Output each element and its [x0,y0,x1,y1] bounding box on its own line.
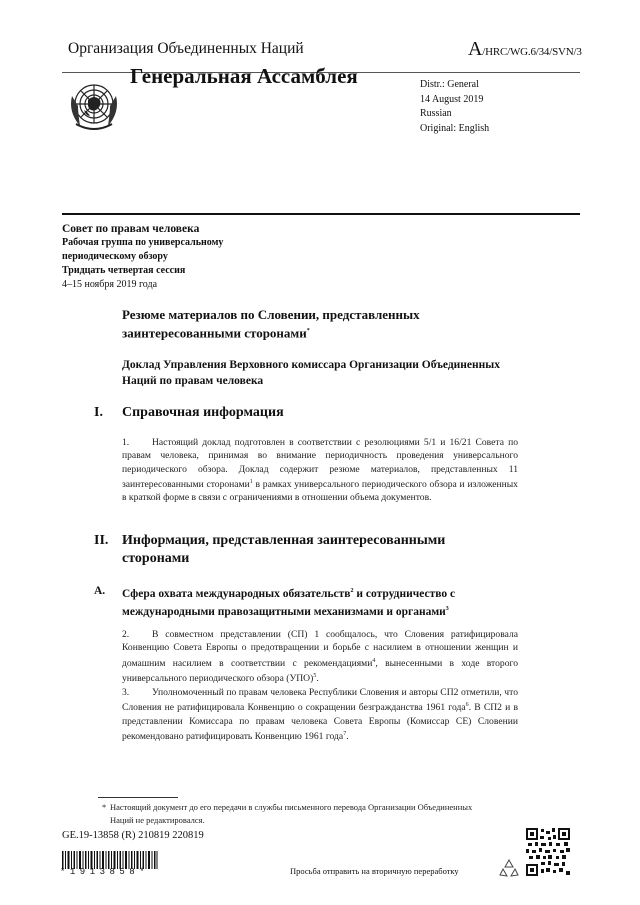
document-title [122,306,502,341]
section-heading-2 [94,532,514,572]
distribution-type: Distr.: General [420,79,479,90]
footnote-separator [98,797,178,798]
council-block [62,222,223,292]
footnote-text: Настоящий документ до его передачи в службы письменного перевода Организации Объединенных Наций не редактировался. [110,802,473,825]
paragraph-text: В совместном представлении (СП) 1 сообщалось, что Словения ратифицировала Конвенцию Совета Европы о предотвращении и борьбе с насилием в отношении женщин и домашним насилием в соответствии с рекомендациями [122,629,518,669]
paragraph-number: 3. [122,687,130,698]
footnote-ref[interactable]: 5 [313,673,317,680]
footnote-ref[interactable]: 6 [465,702,469,709]
session-dates: 4–15 ноября 2019 года [62,279,158,290]
job-number: GE.19-13858 (R) 210819 220819 [62,830,204,841]
document-language: Russian [420,108,452,119]
body-title: Генеральная Ассамблея [130,64,358,88]
section-rule [62,213,580,215]
paragraph-text: , вынесенными в ходе второго универсального периодического обзора (УПО) [122,657,519,685]
footnote-ref[interactable]: 4 [372,657,376,664]
title-text: Резюме материалов по Словении, представленных заинтересованными сторонами [122,307,420,341]
paragraph-text: . В СП2 и в представлении Комиссара по правам человека Совета Европы (Комиссар СЕ) Словении рекомендовано ратифицировать Конвенцию 1961 года [122,702,518,743]
symbol-rest: /HRC/WG.6/34/SVN/3 [482,46,582,58]
council-name: Совет по правам человека [62,223,200,235]
paragraph-number: 2. [122,629,130,640]
paragraph-3 [122,686,518,744]
subsection-title [122,584,522,620]
section-number: II. [94,533,109,548]
recycle-notice: Просьба отправить на вторичную переработку [290,866,459,876]
qr-code-icon [526,828,570,876]
section-heading-1 [94,404,514,424]
footnote-ref[interactable]: 1 [249,478,253,485]
distribution-block [420,78,489,136]
title-footnote-mark[interactable]: * [306,328,310,334]
paragraph-number: 1. [122,437,130,448]
document-date: 14 August 2019 [420,93,484,105]
paragraph-text: Настоящий доклад подготовлен в соответствии с резолюциями 5/1 и 16/21 Совета по правам человека, принимая во внимание периодичность проведения универсального периодического обзора. Доклад содержит резюме материалов, представленных 11 заинтересованными сторонами [122,437,518,491]
footnote-ref[interactable]: 3 [445,605,449,612]
paragraph-text: . [316,673,319,685]
paragraph-1 [122,436,518,505]
footnote-mark: * [102,802,107,812]
subsection-title-part: Сфера охвата международных обязательств [122,587,351,600]
document-symbol [468,38,582,61]
session: Тридцать четвертая сессия [62,265,186,276]
symbol-prefix: A [468,38,483,60]
footnote-ref[interactable]: 7 [343,731,347,738]
subsection-letter: A. [94,585,106,597]
subsection-title-part: и сотрудничество с международными правозащитными механизмами и органами [122,587,456,618]
footnote [102,801,490,826]
un-emblem-icon [62,74,126,138]
section-title: Информация, представленная заинтересованными сторонами [122,533,446,566]
working-group-line2: периодическому обзору [62,251,168,262]
barcode-number: *1913858* [60,867,150,877]
footnote-ref[interactable]: 2 [350,588,354,594]
original-language: Original: English [420,122,490,134]
document-subtitle: Доклад Управления Верховного комиссара Организации Объединенных Наций по правам человека [122,359,501,387]
paragraph-text: . [346,731,349,743]
working-group-line1: Рабочая группа по универсальному [62,237,224,248]
organization-name: Организация Объединенных Наций [68,40,304,57]
paragraph-text: в рамках универсального периодического обзора и изложенных в краткой форме в связи с ограничениями в отношении объема документов. [122,479,518,504]
section-number: I. [94,405,103,420]
paragraph-text: Уполномоченный по правам человека Республики Словения и авторы СП2 отметили, что Словения не ратифицировала Конвенцию о сокращении безгражданства 1961 года [122,687,518,714]
section-title: Справочная информация [122,405,284,420]
subsection-heading-a [94,584,524,618]
paragraph-2 [122,628,518,686]
recycle-icon [498,857,520,879]
